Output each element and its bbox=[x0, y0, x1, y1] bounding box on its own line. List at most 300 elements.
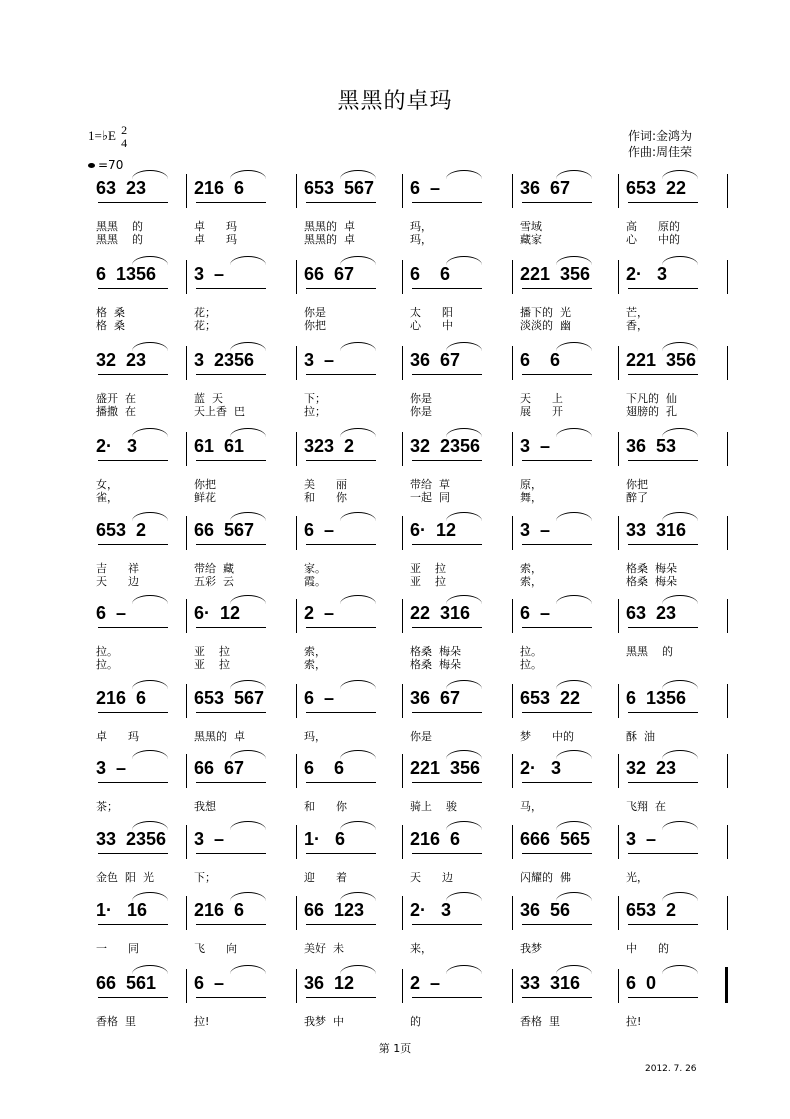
lyric-verse-2: 索， bbox=[304, 658, 326, 671]
lyric-verse-1: 女， bbox=[96, 478, 118, 491]
lyric-verse-1: 带给 草 bbox=[410, 478, 450, 491]
barline bbox=[727, 432, 728, 466]
slur-arc bbox=[446, 965, 482, 974]
lyric-verse-1: 飞翔 在 bbox=[626, 800, 666, 813]
barline bbox=[186, 754, 187, 788]
measure-notes: 3 – bbox=[194, 264, 225, 284]
slur-arc bbox=[556, 428, 592, 437]
beam-line bbox=[196, 202, 266, 203]
barline bbox=[618, 969, 619, 1003]
lyric-verse-1: 的 bbox=[410, 1015, 421, 1028]
lyric-verse-1: 玛， bbox=[410, 220, 432, 233]
lyric-verse-1: 美 丽 bbox=[304, 478, 347, 491]
beam-line bbox=[628, 627, 698, 628]
lyric-verse-1: 下； bbox=[304, 392, 326, 405]
measure-notes: 33 316 bbox=[520, 973, 581, 993]
lyric-verse-1: 拉。 bbox=[96, 645, 118, 658]
date: 2012. 7. 26 bbox=[645, 1064, 697, 1074]
lyric-verse-1: 你是 bbox=[304, 306, 326, 319]
measure-notes: 2· 3 bbox=[626, 264, 668, 284]
lyric-verse-1: 你是 bbox=[410, 392, 432, 405]
beam-line bbox=[412, 374, 482, 375]
measure-notes: 63 23 bbox=[96, 178, 147, 198]
lyric-verse-1: 你把 bbox=[194, 478, 216, 491]
lyric-verse-1: 带给 藏 bbox=[194, 562, 234, 575]
measure-notes: 216 6 bbox=[194, 178, 245, 198]
measure-notes: 3 – bbox=[520, 520, 551, 540]
beam-line bbox=[306, 460, 376, 461]
slur-arc bbox=[230, 965, 266, 974]
lyric-verse-1: 原， bbox=[520, 478, 542, 491]
barline bbox=[186, 969, 187, 1003]
lyric-verse-2: 淡淡的 幽 bbox=[520, 319, 571, 332]
barline bbox=[402, 432, 403, 466]
lyric-verse-2: 鲜花 bbox=[194, 491, 216, 504]
measure-notes: 653 567 bbox=[194, 688, 265, 708]
lyric-verse-2: 一起 同 bbox=[410, 491, 450, 504]
slur-arc bbox=[132, 965, 168, 974]
key-signature bbox=[88, 124, 127, 150]
slur-arc bbox=[230, 821, 266, 830]
beam-line bbox=[196, 544, 266, 545]
beam-line bbox=[412, 544, 482, 545]
beam-line bbox=[98, 712, 168, 713]
measure-notes: 6· 12 bbox=[194, 603, 241, 623]
barline bbox=[402, 969, 403, 1003]
barline bbox=[512, 754, 513, 788]
slur-arc bbox=[340, 595, 376, 604]
slur-arc bbox=[556, 821, 592, 830]
beam-line bbox=[196, 997, 266, 998]
slur-arc bbox=[446, 680, 482, 689]
barline bbox=[727, 260, 728, 294]
slur-arc bbox=[340, 750, 376, 759]
beam-line bbox=[412, 288, 482, 289]
measure-notes: 2· 3 bbox=[410, 900, 452, 920]
lyric-verse-2: 亚 拉 bbox=[410, 575, 446, 588]
measure-notes: 66 123 bbox=[304, 900, 365, 920]
measure-notes: 36 53 bbox=[626, 436, 677, 456]
barline bbox=[727, 825, 728, 859]
time-sig-bottom: 4 bbox=[121, 136, 128, 150]
lyric-verse-2: 和 你 bbox=[304, 491, 347, 504]
slur-arc bbox=[446, 512, 482, 521]
lyric-verse-1: 雪域 bbox=[520, 220, 542, 233]
barline bbox=[402, 516, 403, 550]
slur-arc bbox=[556, 750, 592, 759]
lyric-verse-1: 茶； bbox=[96, 800, 118, 813]
slur-arc bbox=[340, 821, 376, 830]
slur-arc bbox=[446, 892, 482, 901]
barline bbox=[512, 432, 513, 466]
measure-notes: 653 22 bbox=[520, 688, 581, 708]
measure-notes: 6 1356 bbox=[96, 264, 157, 284]
lyric-verse-1: 骑上 骏 bbox=[410, 800, 457, 813]
barline bbox=[618, 599, 619, 633]
lyric-verse-1: 太 阳 bbox=[410, 306, 453, 319]
beam-line bbox=[412, 924, 482, 925]
measure-notes: 221 356 bbox=[520, 264, 591, 284]
time-sig-top: 2 bbox=[121, 123, 128, 137]
lyric-verse-1: 光， bbox=[626, 871, 648, 884]
measure-notes: 6· 12 bbox=[410, 520, 457, 540]
measure-notes: 66 567 bbox=[194, 520, 255, 540]
lyric-verse-2: 玛， bbox=[410, 233, 432, 246]
beam-line bbox=[196, 627, 266, 628]
lyric-verse-2: 天 边 bbox=[96, 575, 139, 588]
slur-arc bbox=[446, 256, 482, 265]
barline bbox=[512, 825, 513, 859]
beam-line bbox=[628, 782, 698, 783]
slur-arc bbox=[446, 595, 482, 604]
lyric-verse-2: 五彩 云 bbox=[194, 575, 234, 588]
beam-line bbox=[628, 202, 698, 203]
slur-arc bbox=[132, 750, 168, 759]
measure-notes: 32 23 bbox=[96, 350, 147, 370]
lyric-verse-2: 亚 拉 bbox=[194, 658, 230, 671]
measure-notes: 2 – bbox=[304, 603, 335, 623]
beam-line bbox=[196, 288, 266, 289]
barline bbox=[296, 174, 297, 208]
lyric-verse-1: 你把 bbox=[626, 478, 648, 491]
lyric-verse-1: 我梦 bbox=[520, 942, 542, 955]
lyric-verse-1: 美好 未 bbox=[304, 942, 344, 955]
slur-arc bbox=[132, 428, 168, 437]
credits bbox=[628, 128, 692, 160]
beam-line bbox=[196, 712, 266, 713]
beam-line bbox=[628, 853, 698, 854]
slur-arc bbox=[446, 170, 482, 179]
lyric-verse-1: 下凡的 仙 bbox=[626, 392, 677, 405]
beam-line bbox=[628, 374, 698, 375]
slur-arc bbox=[340, 428, 376, 437]
slur-arc bbox=[132, 342, 168, 351]
lyric-verse-2: 天上香 巴 bbox=[194, 405, 245, 418]
barline bbox=[727, 599, 728, 633]
slur-arc bbox=[132, 170, 168, 179]
barline bbox=[727, 684, 728, 718]
slur-arc bbox=[230, 750, 266, 759]
lyric-verse-2: 格桑 梅朵 bbox=[410, 658, 461, 671]
beam-line bbox=[306, 627, 376, 628]
measure-notes: 6 6 bbox=[520, 350, 561, 370]
slur-arc bbox=[662, 512, 698, 521]
barline bbox=[186, 346, 187, 380]
slur-arc bbox=[662, 821, 698, 830]
slur-arc bbox=[662, 342, 698, 351]
measure-notes: 653 2 bbox=[96, 520, 147, 540]
measure-notes: 6 6 bbox=[304, 758, 345, 778]
barline bbox=[618, 684, 619, 718]
lyric-verse-2: 索， bbox=[520, 575, 542, 588]
lyric-verse-1: 中 的 bbox=[626, 942, 669, 955]
slur-arc bbox=[662, 595, 698, 604]
beam-line bbox=[628, 544, 698, 545]
measure-notes: 2· 3 bbox=[520, 758, 562, 778]
lyric-verse-1: 格 桑 bbox=[96, 306, 125, 319]
slur-arc bbox=[662, 170, 698, 179]
lyric-verse-2: 展 开 bbox=[520, 405, 563, 418]
barline bbox=[727, 754, 728, 788]
lyricist: 作词:金鸿为 bbox=[628, 129, 693, 143]
lyric-verse-1: 飞 向 bbox=[194, 942, 237, 955]
barline bbox=[296, 969, 297, 1003]
barline bbox=[618, 346, 619, 380]
slur-arc bbox=[132, 595, 168, 604]
beam-line bbox=[522, 374, 592, 375]
measure-notes: 36 56 bbox=[520, 900, 571, 920]
lyric-verse-2: 醉了 bbox=[626, 491, 648, 504]
slur-arc bbox=[662, 428, 698, 437]
barline bbox=[512, 684, 513, 718]
beam-line bbox=[98, 202, 168, 203]
measure-notes: 66 67 bbox=[304, 264, 355, 284]
lyric-verse-1: 索， bbox=[520, 562, 542, 575]
barline bbox=[296, 260, 297, 294]
lyric-verse-1: 金色 阳 光 bbox=[96, 871, 154, 884]
beam-line bbox=[98, 997, 168, 998]
beam-line bbox=[98, 460, 168, 461]
beam-line bbox=[522, 627, 592, 628]
lyric-verse-1: 天 上 bbox=[520, 392, 563, 405]
lyric-verse-1: 玛， bbox=[304, 730, 326, 743]
measure-notes: 6 – bbox=[304, 688, 335, 708]
slur-arc bbox=[230, 892, 266, 901]
measure-notes: 216 6 bbox=[410, 829, 461, 849]
lyric-verse-1: 格桑 梅朵 bbox=[626, 562, 677, 575]
slur-arc bbox=[662, 680, 698, 689]
tempo-value: =70 bbox=[98, 158, 124, 172]
page-number: 第 1页 bbox=[378, 1042, 412, 1055]
beam-line bbox=[412, 853, 482, 854]
beam-line bbox=[522, 460, 592, 461]
slur-arc bbox=[340, 892, 376, 901]
lyric-verse-1: 家。 bbox=[304, 562, 326, 575]
lyric-verse-1: 我梦 中 bbox=[304, 1015, 344, 1028]
beam-line bbox=[306, 782, 376, 783]
measure-notes: 36 67 bbox=[410, 350, 461, 370]
measure-notes: 3 – bbox=[194, 829, 225, 849]
beam-line bbox=[306, 924, 376, 925]
slur-arc bbox=[446, 342, 482, 351]
measure-notes: 66 67 bbox=[194, 758, 245, 778]
measure-notes: 33 316 bbox=[626, 520, 687, 540]
slur-arc bbox=[662, 256, 698, 265]
barline bbox=[296, 432, 297, 466]
slur-arc bbox=[230, 512, 266, 521]
lyric-verse-2: 心 中 bbox=[410, 319, 453, 332]
slur-arc bbox=[556, 342, 592, 351]
barline bbox=[296, 346, 297, 380]
quarter-note-icon bbox=[88, 163, 95, 168]
slur-arc bbox=[340, 342, 376, 351]
slur-arc bbox=[132, 256, 168, 265]
beam-line bbox=[306, 202, 376, 203]
lyric-verse-1: 芒， bbox=[626, 306, 648, 319]
beam-line bbox=[522, 712, 592, 713]
slur-arc bbox=[556, 595, 592, 604]
measure-notes: 66 561 bbox=[96, 973, 157, 993]
lyric-verse-1: 天 边 bbox=[410, 871, 453, 884]
measure-notes: 6 – bbox=[194, 973, 225, 993]
slur-arc bbox=[556, 256, 592, 265]
slur-arc bbox=[132, 680, 168, 689]
barline bbox=[512, 516, 513, 550]
barline bbox=[402, 754, 403, 788]
slur-arc bbox=[446, 428, 482, 437]
lyric-verse-1: 我想 bbox=[194, 800, 216, 813]
slur-arc bbox=[556, 512, 592, 521]
lyric-verse-2: 心 中的 bbox=[626, 233, 680, 246]
lyric-verse-2: 拉； bbox=[304, 405, 326, 418]
slur-arc bbox=[340, 680, 376, 689]
beam-line bbox=[98, 544, 168, 545]
lyric-verse-2: 格 桑 bbox=[96, 319, 125, 332]
beam-line bbox=[522, 288, 592, 289]
slur-arc bbox=[132, 512, 168, 521]
lyric-verse-1: 马， bbox=[520, 800, 542, 813]
lyric-verse-1: 来， bbox=[410, 942, 432, 955]
lyric-verse-1: 格桑 梅朵 bbox=[410, 645, 461, 658]
lyric-verse-1: 迎 着 bbox=[304, 871, 347, 884]
lyric-verse-2: 你把 bbox=[304, 319, 326, 332]
lyric-verse-1: 黑黑的 卓 bbox=[194, 730, 245, 743]
slur-arc bbox=[340, 965, 376, 974]
beam-line bbox=[306, 712, 376, 713]
measure-notes: 6 6 bbox=[410, 264, 451, 284]
key-label: 1=♭E bbox=[88, 127, 116, 143]
lyric-verse-1: 蓝 天 bbox=[194, 392, 223, 405]
measure-notes: 666 565 bbox=[520, 829, 591, 849]
slur-arc bbox=[340, 170, 376, 179]
lyric-verse-2: 舞， bbox=[520, 491, 542, 504]
beam-line bbox=[98, 627, 168, 628]
measure-notes: 22 316 bbox=[410, 603, 471, 623]
barline bbox=[402, 825, 403, 859]
measure-notes: 653 2 bbox=[626, 900, 677, 920]
beam-line bbox=[98, 374, 168, 375]
measure-notes: 221 356 bbox=[626, 350, 697, 370]
lyric-verse-1: 香格 里 bbox=[520, 1015, 560, 1028]
measure-notes: 653 22 bbox=[626, 178, 687, 198]
beam-line bbox=[628, 924, 698, 925]
barline bbox=[618, 516, 619, 550]
measure-notes: 6 0 bbox=[626, 973, 657, 993]
lyric-verse-1: 香格 里 bbox=[96, 1015, 136, 1028]
measure-notes: 216 6 bbox=[96, 688, 147, 708]
beam-line bbox=[522, 202, 592, 203]
page-title: 黑黑的卓玛 bbox=[337, 89, 453, 114]
barline bbox=[296, 754, 297, 788]
beam-line bbox=[306, 288, 376, 289]
lyric-verse-1: 拉。 bbox=[520, 645, 542, 658]
lyric-verse-1: 黑黑的 卓 bbox=[304, 220, 355, 233]
beam-line bbox=[522, 544, 592, 545]
barline bbox=[296, 684, 297, 718]
tempo-mark bbox=[88, 158, 123, 172]
lyric-verse-1: 闪耀的 佛 bbox=[520, 871, 571, 884]
beam-line bbox=[412, 460, 482, 461]
slur-arc bbox=[662, 750, 698, 759]
lyric-verse-1: 和 你 bbox=[304, 800, 347, 813]
lyric-verse-2: 雀， bbox=[96, 491, 118, 504]
barline bbox=[296, 599, 297, 633]
slur-arc bbox=[230, 170, 266, 179]
lyric-verse-1: 索， bbox=[304, 645, 326, 658]
lyric-verse-2: 香， bbox=[626, 319, 648, 332]
beam-line bbox=[306, 853, 376, 854]
measure-notes: 33 2356 bbox=[96, 829, 167, 849]
measure-notes: 2 – bbox=[410, 973, 441, 993]
measure-notes: 3 – bbox=[520, 436, 551, 456]
measure-notes: 216 6 bbox=[194, 900, 245, 920]
measure-notes: 3 2356 bbox=[194, 350, 255, 370]
beam-line bbox=[196, 853, 266, 854]
slur-arc bbox=[446, 750, 482, 759]
barline bbox=[402, 599, 403, 633]
barline bbox=[296, 516, 297, 550]
slur-arc bbox=[230, 342, 266, 351]
lyric-verse-2: 拉。 bbox=[96, 658, 118, 671]
barline bbox=[618, 432, 619, 466]
barline bbox=[512, 346, 513, 380]
beam-line bbox=[196, 374, 266, 375]
barline bbox=[512, 896, 513, 930]
composer: 作曲:周佳荣 bbox=[628, 145, 693, 159]
lyric-verse-1: 卓 玛 bbox=[96, 730, 139, 743]
barline bbox=[186, 432, 187, 466]
barline bbox=[186, 684, 187, 718]
slur-arc bbox=[230, 595, 266, 604]
beam-line bbox=[628, 712, 698, 713]
barline bbox=[727, 174, 728, 208]
lyric-verse-1: 酥 油 bbox=[626, 730, 655, 743]
slur-arc bbox=[662, 892, 698, 901]
barline bbox=[186, 896, 187, 930]
measure-notes: 36 12 bbox=[304, 973, 355, 993]
final-barline bbox=[725, 967, 728, 1003]
slur-arc bbox=[556, 170, 592, 179]
slur-arc bbox=[132, 821, 168, 830]
lyric-verse-2: 花； bbox=[194, 319, 216, 332]
beam-line bbox=[522, 997, 592, 998]
lyric-verse-2: 格桑 梅朵 bbox=[626, 575, 677, 588]
barline bbox=[618, 260, 619, 294]
barline bbox=[618, 896, 619, 930]
barline bbox=[186, 825, 187, 859]
lyric-verse-1: 一 同 bbox=[96, 942, 139, 955]
slur-arc bbox=[230, 256, 266, 265]
lyric-verse-1: 播下的 光 bbox=[520, 306, 571, 319]
lyric-verse-1: 亚 拉 bbox=[194, 645, 230, 658]
beam-line bbox=[522, 782, 592, 783]
measure-notes: 1· 16 bbox=[96, 900, 148, 920]
slur-arc bbox=[556, 680, 592, 689]
barline bbox=[618, 754, 619, 788]
beam-line bbox=[412, 202, 482, 203]
measure-notes: 36 67 bbox=[410, 688, 461, 708]
measure-notes: 6 – bbox=[520, 603, 551, 623]
barline bbox=[727, 346, 728, 380]
measure-notes: 6 – bbox=[304, 520, 335, 540]
measure-notes: 3 – bbox=[304, 350, 335, 370]
lyric-verse-1: 拉! bbox=[194, 1015, 210, 1028]
lyric-verse-1: 你是 bbox=[410, 730, 432, 743]
barline bbox=[186, 260, 187, 294]
measure-notes: 63 23 bbox=[626, 603, 677, 623]
barline bbox=[186, 599, 187, 633]
measure-notes: 323 2 bbox=[304, 436, 355, 456]
